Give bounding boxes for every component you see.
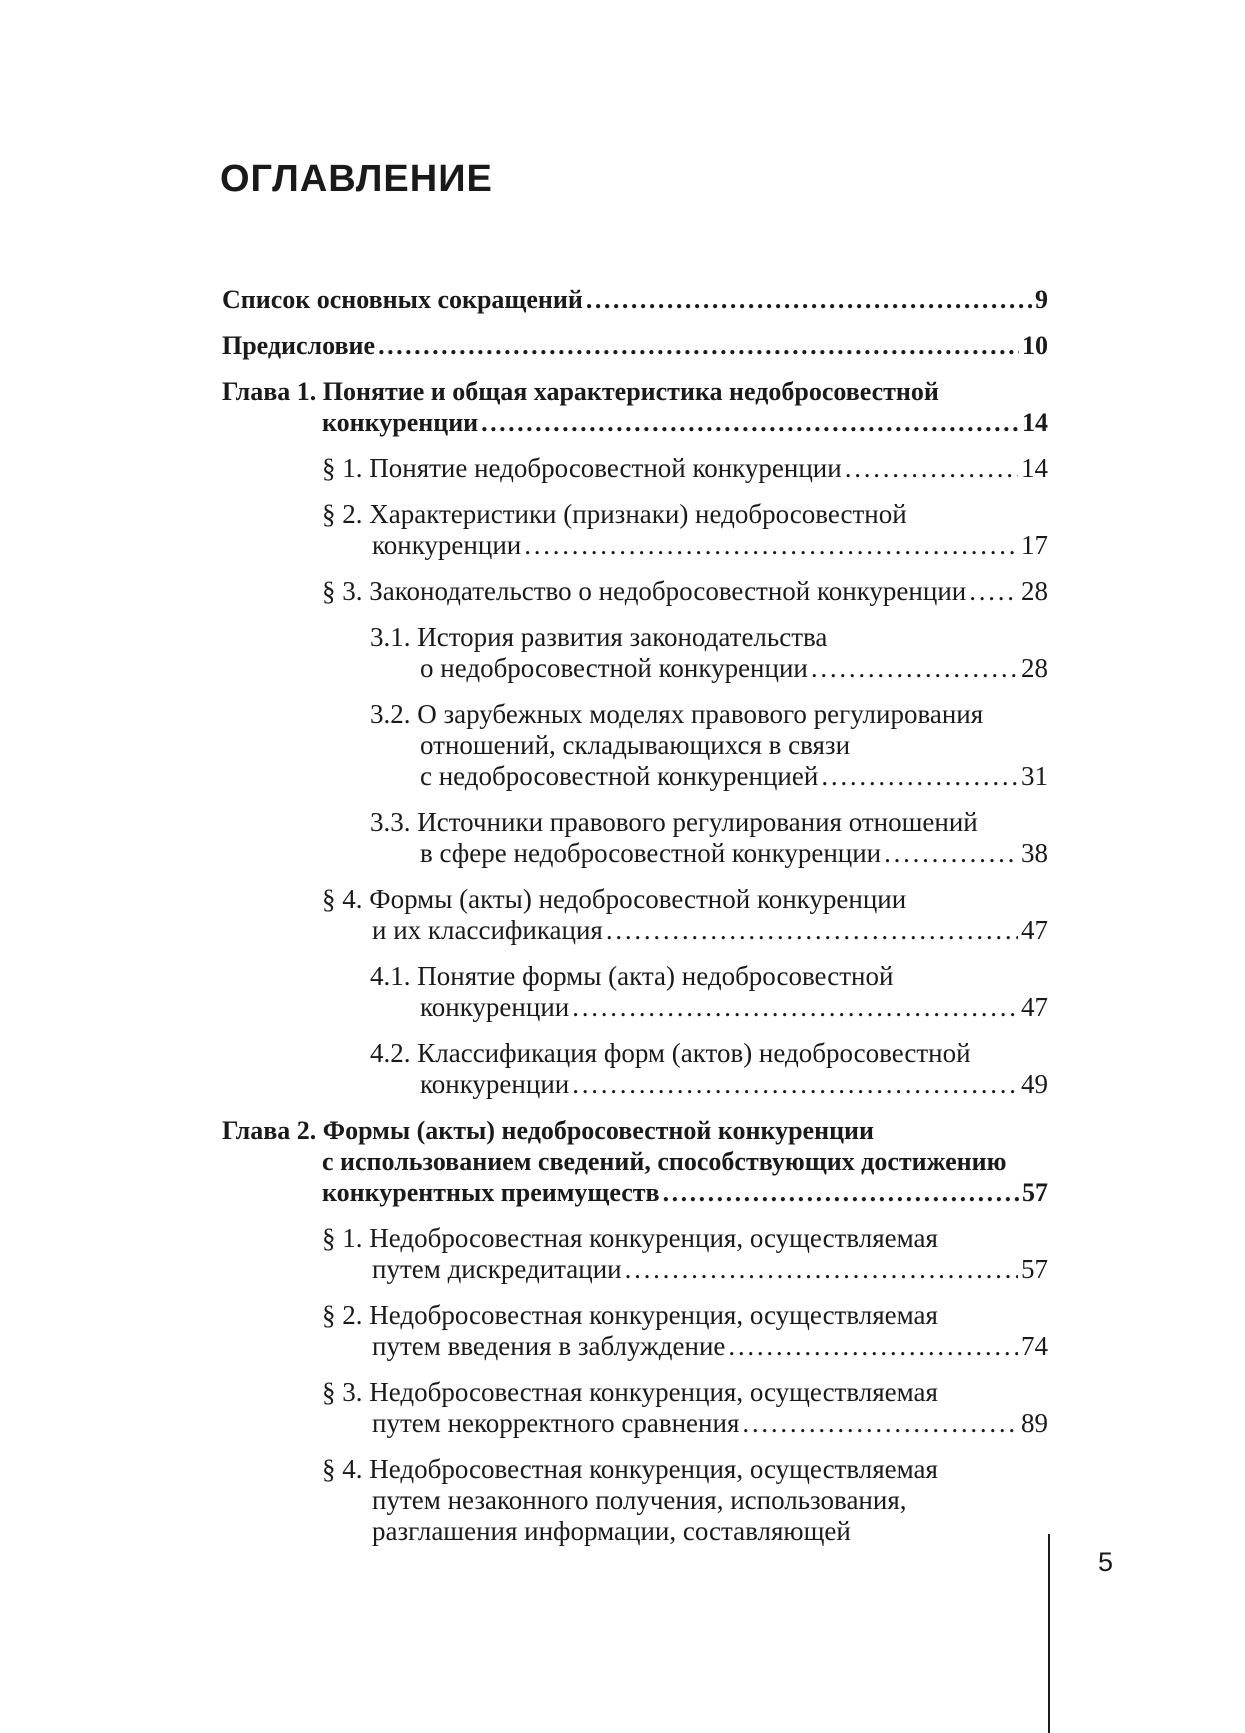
toc-entry <box>222 622 1048 684</box>
leader-dots <box>821 761 1018 792</box>
toc-entry-text: в сфере недобросовестной конкуренции <box>420 838 882 868</box>
toc-entry-text: 3.3. Источники правового регулирования отношений <box>370 807 978 837</box>
toc-entry <box>222 884 1048 946</box>
toc-entry-text: § 3. Законодательство о недобросовестной конкуренции <box>322 576 967 606</box>
toc-entry <box>222 699 1048 792</box>
leader-dots <box>811 653 1018 684</box>
toc-page-number: 31 <box>1021 761 1048 791</box>
toc-page-number: 14 <box>1022 408 1048 437</box>
toc-page-number: 74 <box>1021 1331 1048 1361</box>
toc-page-number: 89 <box>1021 1408 1048 1438</box>
toc-entry <box>222 499 1048 561</box>
leader-dots <box>572 992 1018 1023</box>
toc-entry-text: путем незаконного получения, использования, <box>372 1485 907 1515</box>
toc-page-number: 28 <box>1021 653 1048 683</box>
toc-page-number: 47 <box>1021 915 1048 945</box>
toc-page-number: 9 <box>1035 285 1048 314</box>
toc-page-number: 47 <box>1021 992 1048 1022</box>
toc-entry-text: разглашения информации, составляющей <box>372 1516 851 1546</box>
toc-entry-text: Список основных сокращений <box>222 285 583 314</box>
toc-entry <box>222 1300 1048 1362</box>
toc-entry-text: конкуренции <box>420 1069 570 1099</box>
toc-entry <box>222 576 1048 607</box>
leader-dots <box>606 915 1018 946</box>
leader-dots <box>481 407 1019 438</box>
toc-entry-text: § 2. Характеристики (признаки) недобросовестной <box>322 499 907 529</box>
page-number: 5 <box>1098 1547 1114 1577</box>
toc-page-number: 49 <box>1021 1069 1048 1099</box>
toc-page-number: 57 <box>1022 1178 1048 1207</box>
toc-entry-text: 4.2. Классификация форм (актов) недобросовестной <box>370 1038 971 1068</box>
leader-dots <box>524 530 1018 561</box>
toc-page-number: 10 <box>1022 331 1048 360</box>
leader-dots <box>625 1254 1018 1285</box>
toc-entry-text: 3.1. История развития законодательства <box>370 622 828 652</box>
toc-entry <box>222 1223 1048 1285</box>
leader-dots <box>742 1408 1018 1439</box>
toc-entry-text: § 4. Формы (акты) недобросовестной конкуренции <box>322 884 907 914</box>
toc-entry-text: Глава 2. Формы (акты) недобросовестной конкуренции <box>222 1116 875 1145</box>
leader-dots <box>845 453 1018 484</box>
toc-entry-text: путем некорректного сравнения <box>372 1408 740 1438</box>
toc-page-number: 14 <box>1021 453 1048 483</box>
toc-entry <box>222 1038 1048 1100</box>
toc-entry-text: Глава 1. Понятие и общая характеристика недобросовестной <box>222 377 939 406</box>
toc-entry <box>222 453 1048 484</box>
toc-entry-text: 4.1. Понятие формы (акта) недобросовестной <box>370 961 894 991</box>
leader-dots <box>728 1331 1018 1362</box>
toc-page-number: 28 <box>1021 576 1048 606</box>
leader-dots <box>378 330 1019 361</box>
toc-entry-text: с использованием сведений, способствующих достижению <box>322 1147 1007 1176</box>
toc-entry <box>222 1115 1048 1208</box>
toc-entry-text: и их классификация <box>372 915 603 945</box>
toc-entry-text: конкурентных преимуществ <box>322 1178 660 1207</box>
leader-dots <box>572 1069 1018 1100</box>
toc-entry-text: § 2. Недобросовестная конкуренция, осуществляемая <box>322 1300 938 1330</box>
toc-entry-text: путем дискредитации <box>372 1254 622 1284</box>
table-of-contents <box>222 284 1048 1562</box>
page-title: ОГЛАВЛЕНИЕ <box>220 158 493 200</box>
leader-dots <box>663 1177 1019 1208</box>
toc-entry-text: § 1. Недобросовестная конкуренция, осуществляемая <box>322 1223 938 1253</box>
toc-page-number: 57 <box>1021 1254 1048 1284</box>
toc-page-number: 38 <box>1021 838 1048 868</box>
toc-entry <box>222 1454 1048 1547</box>
toc-entry-text: 3.2. О зарубежных моделях правового регулирования <box>370 699 984 729</box>
toc-entry-text: с недобросовестной конкуренцией <box>420 761 819 791</box>
toc-entry-text: путем введения в заблуждение <box>372 1331 726 1361</box>
toc-entry-text: конкуренции <box>322 408 479 437</box>
toc-entry <box>222 1377 1048 1439</box>
toc-entry <box>222 376 1048 438</box>
toc-entry-text: отношений, складывающихся в связи <box>420 730 851 760</box>
toc-entry-text: § 1. Понятие недобросовестной конкуренции <box>322 453 842 483</box>
leader-dots <box>884 838 1018 869</box>
toc-entry-text: конкуренции <box>372 530 522 560</box>
toc-entry-text: Предисловие <box>222 331 376 360</box>
toc-entry <box>222 330 1048 361</box>
toc-entry-text: § 4. Недобросовестная конкуренция, осуществляемая <box>322 1454 938 1484</box>
leader-dots <box>586 284 1032 315</box>
toc-entry <box>222 961 1048 1023</box>
margin-rule <box>1048 1534 1050 1733</box>
leader-dots <box>969 576 1018 607</box>
toc-entry <box>222 284 1048 315</box>
toc-page-number: 17 <box>1021 530 1048 560</box>
toc-entry-text: § 3. Недобросовестная конкуренция, осуществляемая <box>322 1377 938 1407</box>
toc-entry-text: конкуренции <box>420 992 570 1022</box>
toc-entry <box>222 807 1048 869</box>
toc-entry-text: о недобросовестной конкуренции <box>420 653 808 683</box>
